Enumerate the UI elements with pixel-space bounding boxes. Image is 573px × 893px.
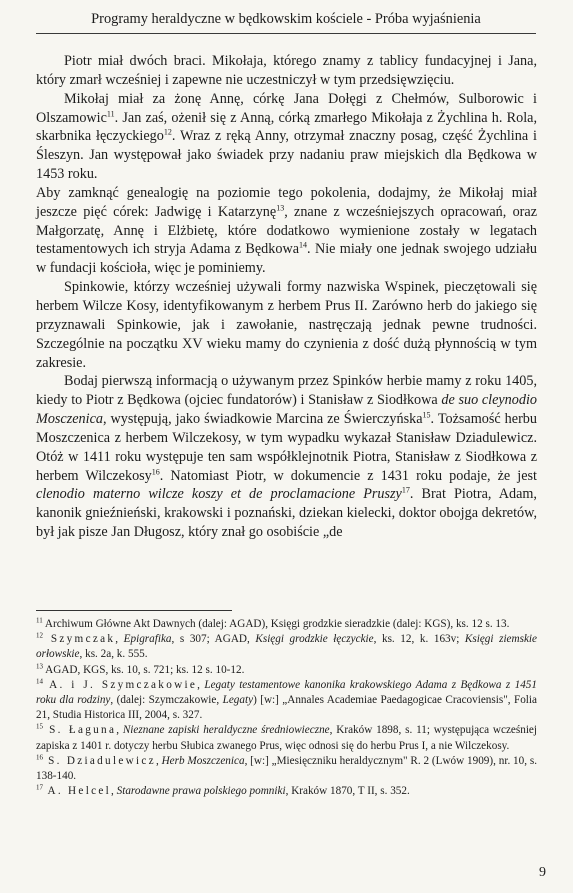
author-name: S. Dziadulewicz (43, 754, 156, 767)
footnote-text: , (155, 754, 162, 767)
text-run: . Nie miały one jednak swojego udziału w fundacji kościoła, więc je pominiemy. (36, 241, 537, 277)
text-run: . Wraz z ręką Anny, otrzymał znaczny posag, część Żychlina i Śleszyn. Jan występował jako świadek przy nadaniu praw miejskich dla Będkowa w 1453 roku. (36, 128, 537, 183)
author-name: A. i J. Szymczakowie (43, 678, 198, 691)
footnote-11 (36, 617, 537, 632)
work-title: Legaty (222, 694, 254, 707)
footnote-text: , [w:] „Miesięczniku heraldycznym" R. 2 (Lwów 1909), nr. 10, s. 138-140. (36, 754, 537, 783)
latin-phrase: clenodio materno wilcze koszy et de proclamacione Pruszy (36, 486, 402, 503)
footnote-ref: 16 (151, 466, 160, 476)
running-header: Programy heraldyczne w będkowskim kościele - Próba wyjaśnienia (91, 11, 481, 27)
footnote-17 (36, 784, 537, 799)
main-text (36, 52, 537, 542)
header-rule (36, 33, 536, 34)
author-name: A. Helcel (43, 785, 112, 798)
text-run: . Natomiast Piotr, w dokumencie z 1431 roku podaje, że jest (159, 467, 538, 484)
text-run: Bodaj pierwszą informacją o używanym przez Spinków herbie mamy z roku 1405, kiedy to Piotr z Będkowa (ojciec fundatorów) i Stanisław z Siodłkowa (36, 373, 537, 409)
work-title: Nieznane zapiski heraldyczne średniowieczne (122, 724, 330, 737)
footnote-number: 14 (36, 677, 43, 686)
footnote-number: 15 (36, 722, 43, 731)
footnote-number: 12 (36, 631, 43, 640)
text-run: Piotr miał dwóch braci. Mikołaja, którego znamy z tablicy fundacyjnej i Jana, który zmarł wcześniej i zapewne nie uczestniczył w tym przedsięwzięciu. (36, 53, 537, 88)
work-title: Herb Moszczenica (161, 754, 245, 767)
footnote-ref: 14 (299, 240, 308, 250)
text-run: . Brat Piotra, Adam, kanonik gnieźnieński, krakowski i poznański, dziekan kielecki, doktor obojga dekretów, był jak pisze Jan Długosz, który znał go osobiście „de (36, 486, 537, 541)
footnote-text: , Kraków 1870, T II, s. 352. (285, 785, 410, 798)
footnote-text: , (111, 785, 117, 798)
footnote-ref: 12 (163, 127, 172, 137)
paragraph (36, 90, 537, 184)
work-title: Legaty testamentowe kanonika krakowskiego Adama z Będkowa z 1451 roku dla rodziny (36, 678, 537, 707)
footnote-ref: 15 (422, 410, 431, 420)
author-name: Szymczak (43, 633, 116, 646)
footnote-text: , ks. 2a, k. 555. (79, 648, 148, 661)
text-run: . Jan zaś, ożenił się z Anną, córką zmarłego Mikołaja z Żychlina h. Rola, skarbnika łęczyckiego (36, 109, 537, 145)
text-run: Spinkowie, którzy wcześniej używali formy nazwiska Wspinek, pieczętowali się herbem Wilcze Kosy, identyfikowanym z herbem Prus II. Zarówno herb do jakiego się przyznawali Spinkowie, jak i zawołanie, nastręczają jednak pewne trudności. Szczególnie na początku XV wieku mamy do czynienia z dość dużą płynnością w tym zakresie. (36, 279, 537, 371)
footnote-number: 16 (36, 753, 43, 762)
footnote-text: ) [w:] „Annales Academiae Paedagogicae Cracoviensis", Folia 21, Studia Historica III, 2004, s. 327. (36, 694, 537, 722)
work-title: Księgi grodzkie łęczyckie (255, 633, 374, 646)
page-number: 9 (539, 865, 546, 880)
footnote-text: , (dalej: Szymczakowie, (110, 694, 223, 707)
footnote-number: 11 (36, 616, 43, 625)
footnote-number: 13 (36, 661, 43, 670)
text-run: Mikołaj miał za żonę Annę, córkę Jana Dołęgi z Chełmów, Sulborowic i Olszamowic (36, 90, 537, 126)
footnote-text: AGAD, KGS, ks. 10, s. 721; ks. 12 s. 10-12. (43, 663, 245, 676)
work-title: Starodawne prawa polskiego pomniki (116, 785, 286, 798)
footnotes (36, 617, 537, 799)
footnote-text: , (116, 724, 123, 737)
footnote-separator (36, 610, 232, 611)
footnote-ref: 17 (401, 485, 410, 495)
latin-phrase: de suo cleynodio Mosczenica (36, 392, 537, 428)
footnote-text: Archiwum Główne Akt Dawnych (dalej: AGAD), Księgi grodzkie sieradzkie (dalej: KGS), ks. 12 s. 13. (42, 618, 510, 630)
footnote-14 (36, 678, 537, 724)
footnote-13 (36, 663, 537, 678)
footnote-text: , Kraków 1898, s. 11; występująca wcześniej zapiska z 1401 r. dotyczy herbu Słubica zwanego Prus, więc odnosi się do herbu Prus I, a nie Wilczekosy. (36, 724, 538, 752)
paragraph (36, 278, 537, 372)
text-run: Aby zamknąć genealogię na poziomie tego pokolenia, dodajmy, że Mikołaj miał jeszcze pięć córek: Jadwigę i Katarzynę (36, 184, 537, 220)
footnote-12 (36, 632, 537, 662)
footnote-text: , s 307; AGAD, (171, 633, 256, 646)
footnote-number: 17 (36, 783, 43, 792)
text-run: , występują, jako świadkowie Marcina ze Świerczyńska (102, 411, 423, 428)
text-run: . Tożsamość herbu Moszczenica z herbem Wilczekosy, w tym wypadku wykazał Stanisław Dziadulewicz. Otóż w 1411 roku występuje ten sam współklejnotnik Piotra, Stanisław z Siodłkowa z herbem Wilczekosy (36, 411, 537, 484)
paragraph (36, 372, 537, 542)
footnote-text: , (115, 633, 124, 646)
work-title: Epigrafika (123, 633, 172, 646)
paragraph (36, 184, 537, 278)
work-title: Księgi ziemskie orłowskie (36, 633, 537, 661)
footnote-15 (36, 723, 537, 753)
footnote-16 (36, 754, 537, 784)
footnote-text: , ks. 12, k. 163v; (373, 633, 465, 646)
text-run: , znane z wcześniejszych opracowań, oraz Małgorzatę, Annę i Elżbietę, które dodatkowo wymienione zostały w legatach testamentowych ich stryja Adama z Będkowa (36, 203, 538, 258)
footnote-ref: 11 (106, 108, 115, 118)
author-name: S. Łaguna (43, 724, 117, 737)
paragraph (36, 52, 537, 90)
footnote-ref: 13 (276, 203, 285, 213)
footnote-text: , (197, 678, 205, 691)
